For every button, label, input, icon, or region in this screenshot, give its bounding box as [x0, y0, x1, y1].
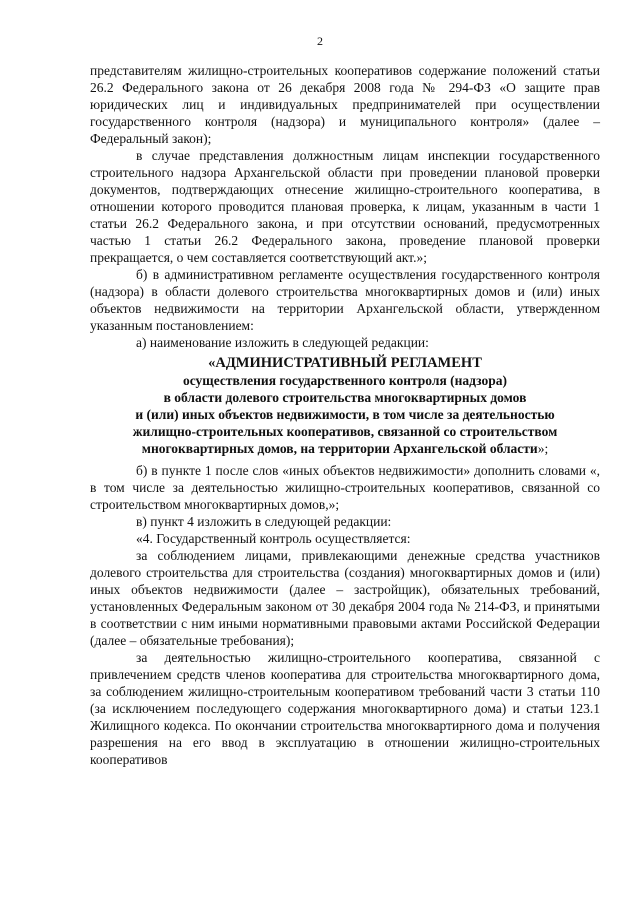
page-number: 2 — [317, 34, 323, 48]
paragraph-point-4-change: в) пункт 4 изложить в следующей редакции: — [136, 514, 392, 529]
paragraph-inspection-case: в случае представления должностным лицам инспекции государственного строительного надзора Архангельской области при проведении плановой проверки документов, подтверждающих отнесение жилищно-строительного кооператива, в отношении которого проводится плановая проверка, к лицам, указанным в части 1 статьи 26.2 Федерального закона, и при отсутствии оснований, предусмотренных частью 1 статьи 26.2 Федерального закона, проведение плановой проверки прекращается, о чем составляется соответствующий акт.»; — [90, 148, 600, 265]
document-body — [90, 62, 600, 768]
regulation-title-suffix: »; — [537, 441, 549, 456]
paragraph-title-change: а) наименование изложить в следующей редакции: — [136, 335, 429, 350]
regulation-title-line: многоквартирных домов, на территории Архангельской области — [141, 441, 538, 456]
regulation-title-line: жилищно-строительных кооперативов, связанной со строительством — [132, 424, 558, 439]
paragraph-regulation-amendment: б) в административном регламенте осуществления государственного контроля (надзора) в области долевого строительства многоквартирных домов и (или) иных объектов недвижимости на территории Архангельской области, утвержденном указанным постановлением: — [90, 267, 600, 333]
paragraph-representatives: представителям жилищно-строительных кооперативов содержание положений статьи 26.2 Федерального закона от 26 декабря 2008 года № 294-ФЗ «О защите прав юридических лиц и индивидуальных предпринимателей при осуществлении государственного контроля (надзора) и муниципального контроля» (далее – Федеральный закон); — [90, 63, 600, 146]
regulation-title-line: осуществления государственного контроля (надзора) — [182, 373, 507, 388]
paragraph-developer-control: за соблюдением лицами, привлекающими денежные средства участников долевого строительства для строительства (создания) многоквартирных домов и (или) иных объектов недвижимости (далее – застройщик), обязательных требований, установленных Федеральным законом от 30 декабря 2004 года № 214-ФЗ, и принятыми в соответствии с ним иными нормативными правовыми актами Российской Федерации (далее – обязательные требования); — [90, 548, 600, 648]
regulation-title-line: в области долевого строительства многоквартирных домов — [163, 390, 527, 405]
paragraph-point-1-addition: б) в пункте 1 после слов «иных объектов недвижимости» дополнить словами «, в том числе за деятельностью жилищно-строительных кооперативов, связанной со строительством многоквартирных домов,»; — [90, 463, 600, 512]
paragraph-cooperative-control: за деятельностью жилищно-строительного кооператива, связанной с привлечением средств членов кооператива для строительства многоквартирного дома, за соблюдением жилищно-строительным кооперативом требований части 3 статьи 110 (за исключением последующего содержания многоквартирного дома) и статьи 123.1 Жилищного кодекса. По окончании строительства многоквартирного дома и получения разрешения на его ввод в эксплуатацию в отношении жилищно-строительных кооперативов — [90, 650, 600, 767]
regulation-title-line: и (или) иных объектов недвижимости, в том числе за деятельностью — [135, 407, 555, 422]
paragraph-point-4-heading: «4. Государственный контроль осуществляется: — [136, 531, 411, 546]
regulation-title — [90, 355, 600, 457]
regulation-title-line: «АДМИНИСТРАТИВНЫЙ РЕГЛАМЕНТ — [208, 355, 482, 371]
